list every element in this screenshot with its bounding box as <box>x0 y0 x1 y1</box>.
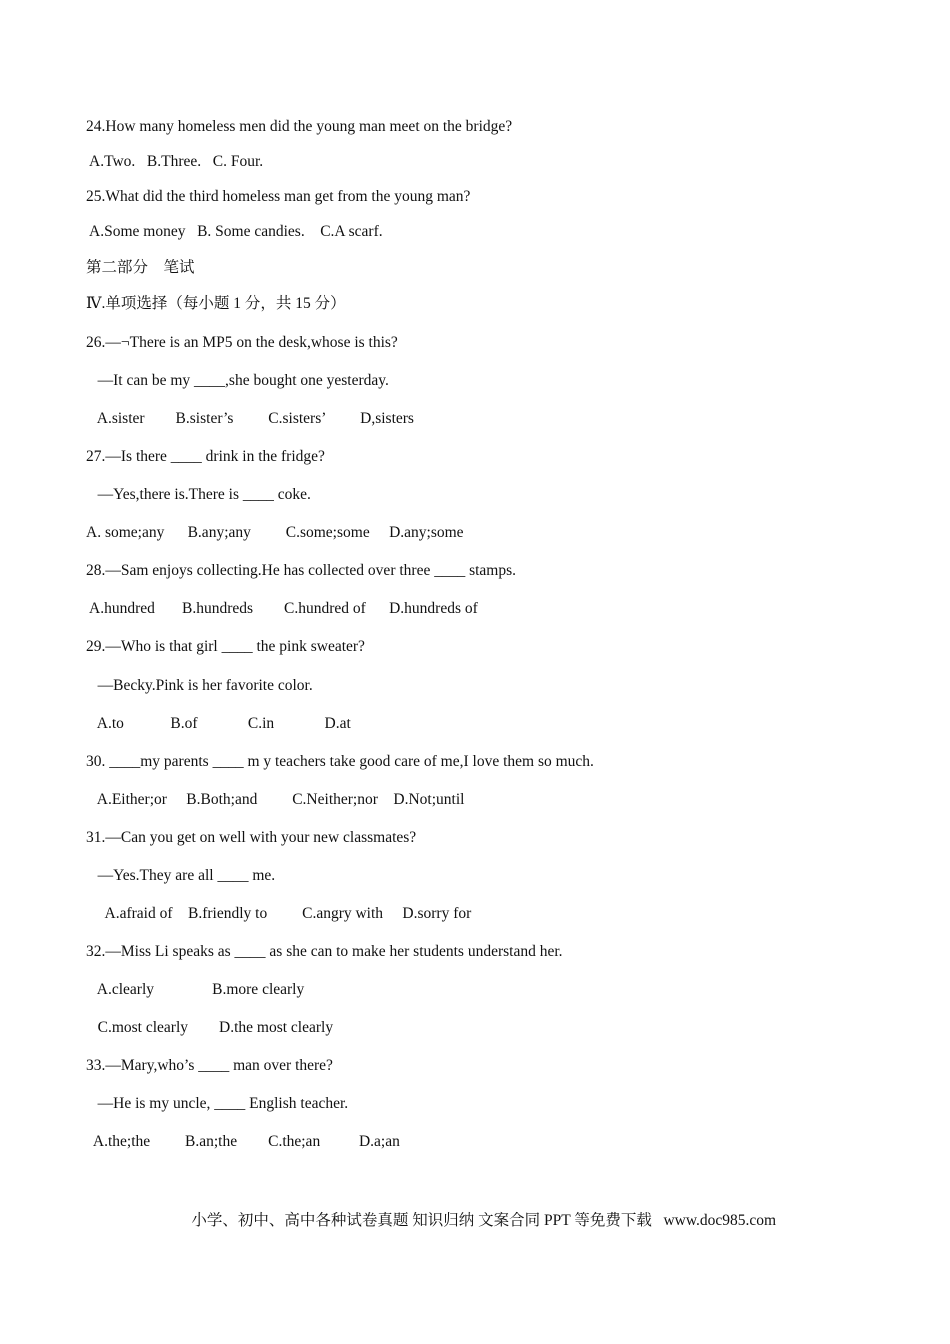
question-32-options-cd: C.most clearly D.the most clearly <box>86 1019 334 1036</box>
question-32-options-ab: A.clearly B.more clearly <box>86 981 305 998</box>
question-26: 26.—¬There is an MP5 on the desk,whose is this? <box>86 334 398 351</box>
question-29-reply: —Becky.Pink is her favorite color. <box>86 677 313 694</box>
question-27: 27.—Is there ____ drink in the fridge? <box>86 448 325 465</box>
question-32: 32.—Miss Li speaks as ____ as she can to make her students understand her. <box>86 943 563 960</box>
question-24-options: A.Two. B.Three. C. Four. <box>86 153 264 170</box>
question-31: 31.—Can you get on well with your new classmates? <box>86 829 417 846</box>
question-33-options: A.the;the B.an;the C.the;an D.a;an <box>86 1133 400 1150</box>
question-26-reply: —It can be my ____,she bought one yesterday. <box>86 372 389 389</box>
question-30-options: A.Either;or B.Both;and C.Neither;nor D.Not;until <box>86 791 465 808</box>
question-25-options: A.Some money B. Some candies. C.A scarf. <box>86 223 383 240</box>
question-31-options: A.afraid of B.friendly to C.angry with D.sorry for <box>86 905 472 922</box>
question-24: 24.How many homeless men did the young man meet on the bridge? <box>86 118 513 135</box>
question-30: 30. ____my parents ____ m y teachers take good care of me,I love them so much. <box>86 753 594 770</box>
question-29-options: A.to B.of C.in D.at <box>86 715 351 732</box>
question-33-reply: —He is my uncle, ____ English teacher. <box>86 1095 349 1112</box>
question-29: 29.—Who is that girl ____ the pink sweater? <box>86 638 365 655</box>
footer-text: 小学、初中、高中各种试卷真题 知识归纳 文案合同 PPT 等免费下载 www.doc985.com <box>191 1212 777 1229</box>
question-27-reply: —Yes,there is.There is ____ coke. <box>86 486 311 503</box>
section-heading: 第二部分 笔试 <box>86 259 195 276</box>
question-25: 25.What did the third homeless man get from the young man? <box>86 188 471 205</box>
question-26-options: A.sister B.sister’s C.sisters’ D,sisters <box>86 410 414 427</box>
question-27-options: A. some;any B.any;any C.some;some D.any;some <box>86 524 464 541</box>
question-33: 33.—Mary,who’s ____ man over there? <box>86 1057 333 1074</box>
question-28-options: A.hundred B.hundreds C.hundred of D.hundreds of <box>86 600 478 617</box>
page-footer <box>0 1191 950 1251</box>
question-31-reply: —Yes.They are all ____ me. <box>86 867 276 884</box>
question-28: 28.—Sam enjoys collecting.He has collected over three ____ stamps. <box>86 562 517 579</box>
subsection-heading: Ⅳ.单项选择（每小题 1 分，共 15 分） <box>86 295 346 312</box>
